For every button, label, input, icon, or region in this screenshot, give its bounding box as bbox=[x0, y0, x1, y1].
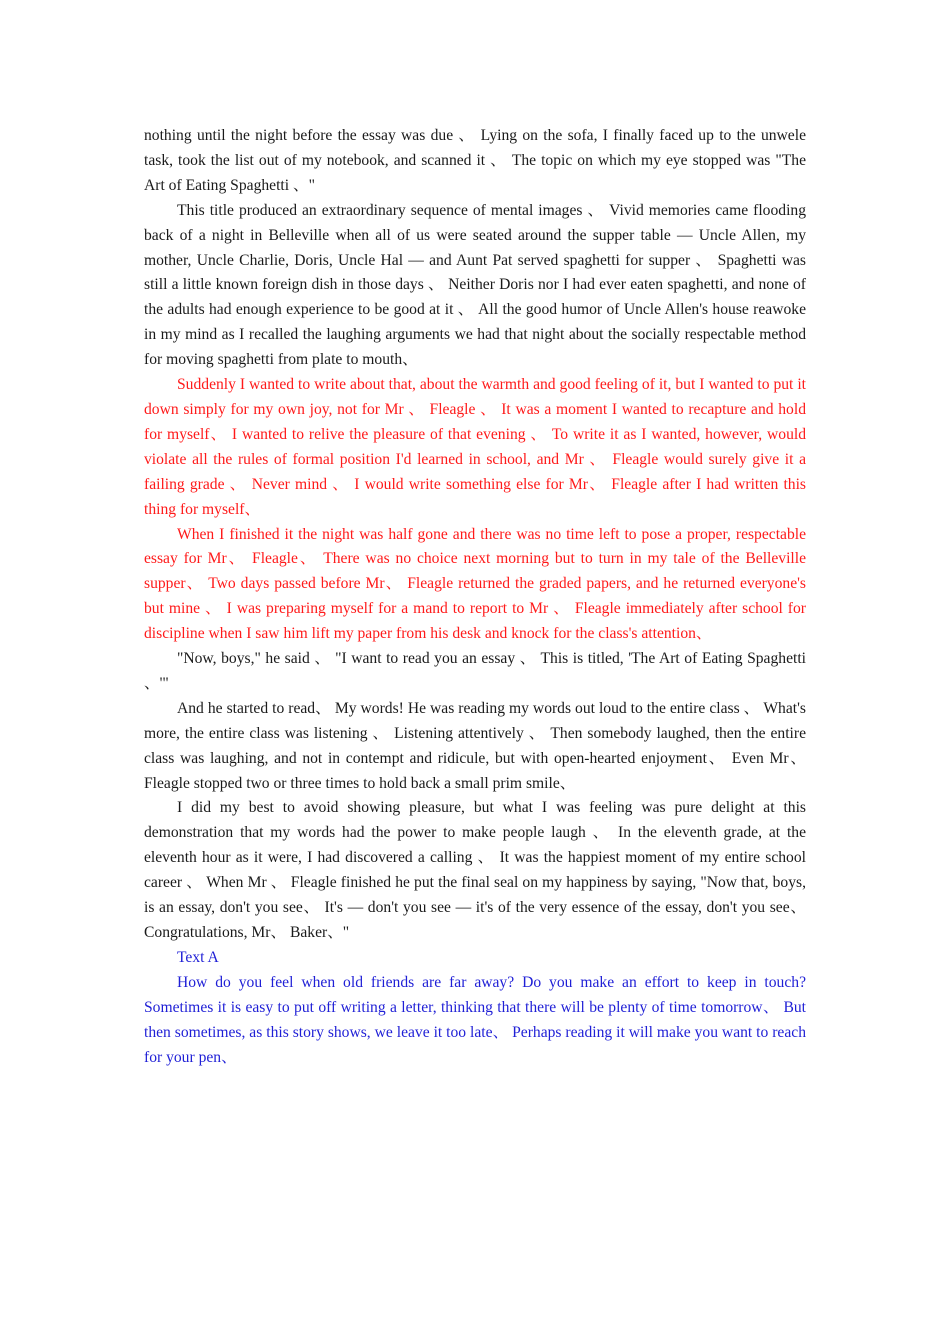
paragraph-write-for-joy: Suddenly I wanted to write about that, about the warmth and good feeling of it, but I wanted to put it down simply for my own joy, not for Mr 、 Fleagle 、 It was a moment I wanted to recapture and hold for myself、 I wanted to relive the pleasure of that evening 、 To write it as I wanted, however, would violate all the rules of formal position I'd learned in school, and Mr 、 Fleagle would surely give it a failing grade 、 Never mind 、 I would write something else for Mr、 Fleagle after I had written this thing for myself、 bbox=[144, 376, 806, 518]
paragraph-now-boys: "Now, boys," he said 、 "I want to read you an essay 、 This is titled, 'The Art of Eating Spaghetti 、'" bbox=[144, 650, 806, 692]
document-page bbox=[144, 124, 806, 1070]
paragraph-started-to-read: And he started to read、 My words! He was reading my words out loud to the entire class 、 What's more, the entire class was listening 、 Listening attentively 、 Then somebody laughed, then the entire class was laughing, and not in contempt and ridicule, but with open-hearted enjoyment、 Even Mr、 Fleagle stopped two or three times to hold back a small prim smile、 bbox=[144, 699, 806, 792]
paragraph-pure-delight: I did my best to avoid showing pleasure, but what I was feeling was pure delight at this demonstration that my words had the power to make people laugh 、 In the eleventh grade, at the eleventh hour as it were, I had discovered a calling 、 It was the happiest moment of my entire school career 、 When Mr 、 Fleagle finished he put the final seal on my happiness by saying, "Now that, boys, is an essay, don't you see、 It's — don't you see — it's of the very essence of the essay, don't you see、 Congratulations, Mr、 Baker、" bbox=[144, 799, 806, 941]
paragraph-essay-due: nothing until the night before the essay was due 、 Lying on the sofa, I finally faced up to the unwele task, took the list out of my notebook, and scanned it 、 The topic on which my eye stopped was "The Art of Eating Spaghetti 、" bbox=[144, 127, 806, 194]
paragraph-old-friends: How do you feel when old friends are far away? Do you make an effort to keep in touch? Sometimes it is easy to put off writing a letter, thinking that there will be plenty of time tomorrow、 But then sometimes, as this story shows, we leave it too late、 Perhaps reading it will make you want to reach for your pen、 bbox=[144, 973, 806, 1066]
section-heading-text-a: Text A bbox=[177, 948, 219, 966]
paragraph-mental-images: This title produced an extraordinary sequence of mental images 、 Vivid memories came flooding back of a night in Belleville when all of us were seated around the supper table — Uncle Allen, my mother, Uncle Charlie, Doris, Uncle Hal — and Aunt Pat served spaghetti for supper 、 Spaghetti was still a little known foreign dish in those days 、 Neither Doris nor I had ever eaten spaghetti, and none of the adults had enough experience to be good at it 、 All the good humor of Uncle Allen's house reawoke in my mind as I recalled the laughing arguments we had that night about the socially respectable method for moving spaghetti from plate to mouth、 bbox=[144, 201, 806, 369]
paragraph-turn-in-tale: When I finished it the night was half gone and there was no time left to pose a proper, respectable essay for Mr、 Fleagle、 There was no choice next morning but to turn in my tale of the Belleville supper、 Two days passed before Mr、 Fleagle returned the graded papers, and he returned everyone's but mine 、 I was preparing myself for a mand to report to Mr 、 Fleagle immediately after school for discipline when I saw him lift my paper from his desk and knock for the class's attention、 bbox=[144, 525, 806, 643]
